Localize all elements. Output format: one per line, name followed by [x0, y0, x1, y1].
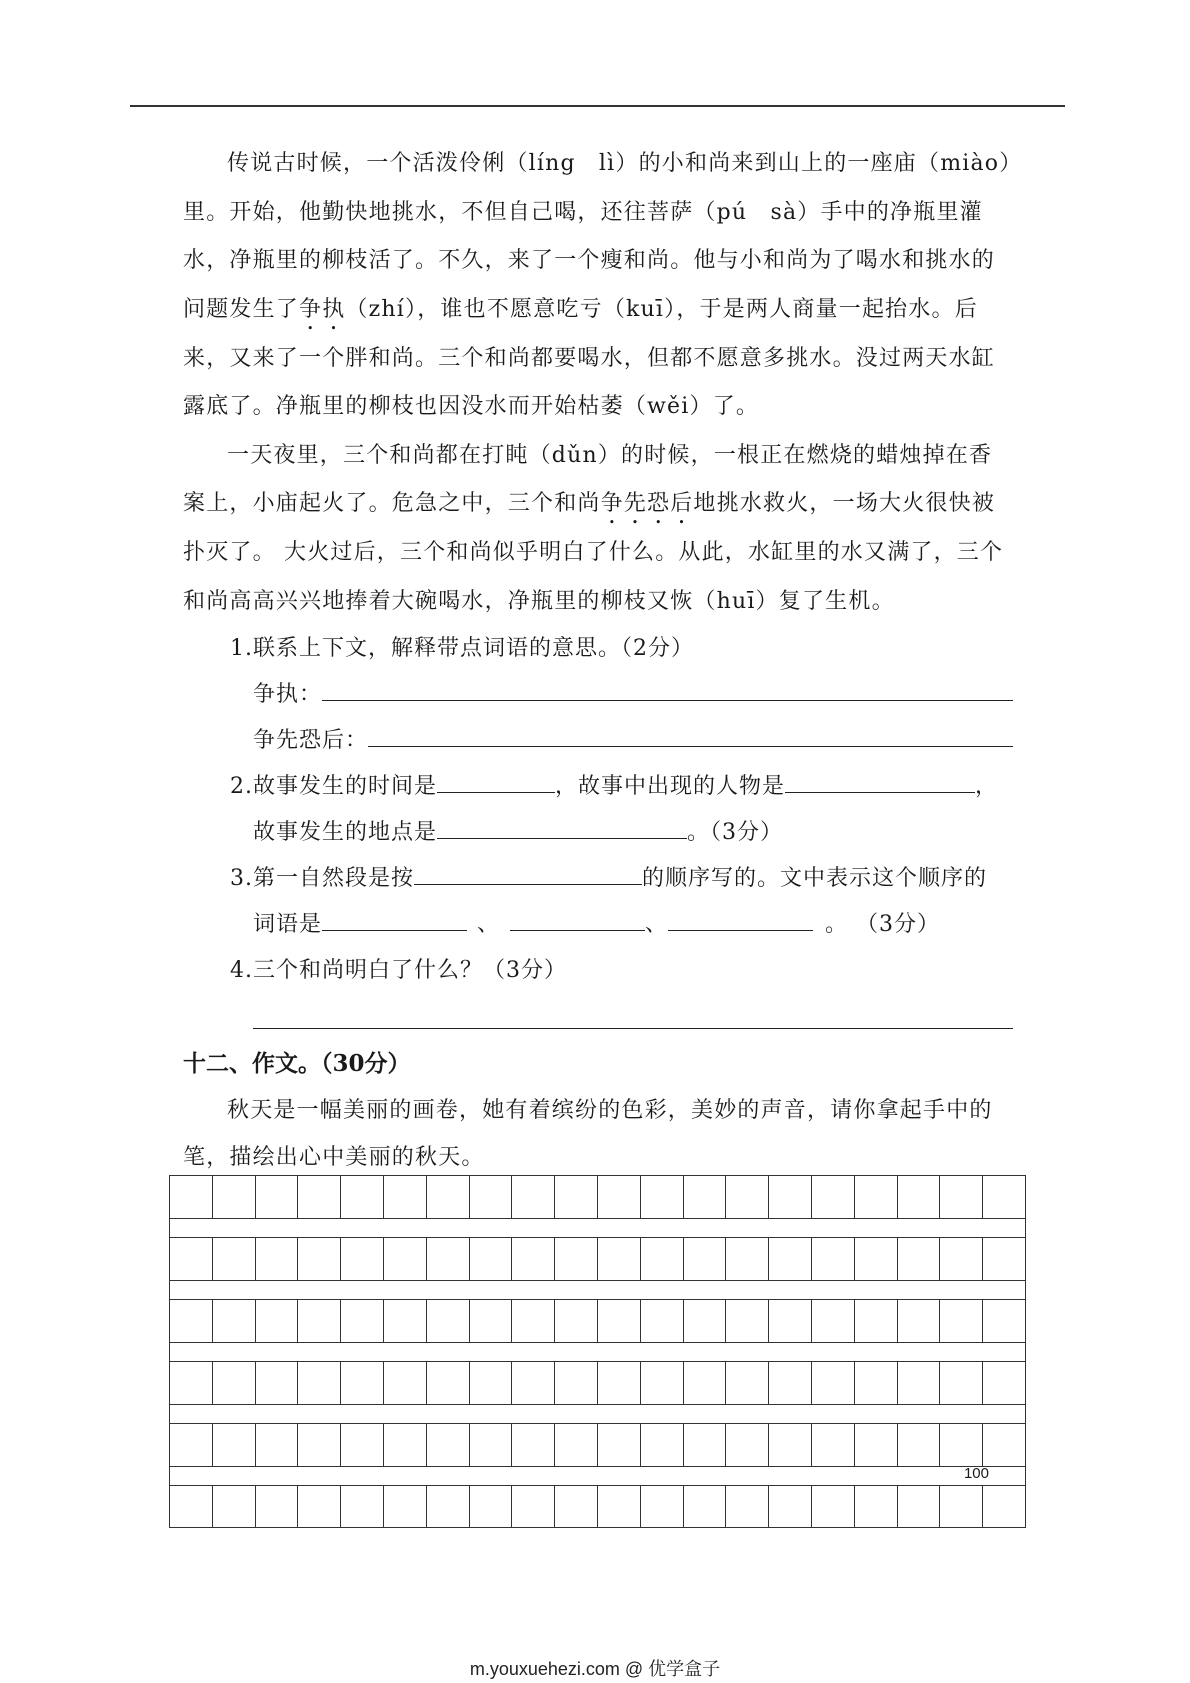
word-count-label: 100: [963, 1465, 989, 1482]
answer-blank-word-3[interactable]: [668, 910, 813, 931]
grid-cell[interactable]: [983, 1238, 1025, 1280]
question-2-text: 故事发生的地点是: [253, 820, 438, 845]
grid-cell[interactable]: [170, 1362, 213, 1404]
grid-cell[interactable]: [341, 1362, 384, 1404]
grid-cell[interactable]: [769, 1238, 812, 1280]
grid-cell[interactable]: [555, 1300, 598, 1342]
grid-cell[interactable]: [812, 1486, 855, 1527]
grid-cell[interactable]: [384, 1300, 427, 1342]
grid-cell[interactable]: [769, 1176, 812, 1218]
composition-grid[interactable]: [169, 1175, 1026, 1528]
grid-cell[interactable]: [940, 1424, 983, 1466]
grid-cell[interactable]: [256, 1486, 299, 1527]
grid-cell[interactable]: [384, 1238, 427, 1280]
question-2-text: ，故事中出现的人物是: [555, 774, 786, 799]
grid-cell[interactable]: [427, 1176, 470, 1218]
grid-cell[interactable]: [898, 1238, 941, 1280]
grid-cell[interactable]: [213, 1486, 256, 1527]
grid-cell[interactable]: [427, 1362, 470, 1404]
answer-blank-time[interactable]: [437, 772, 555, 793]
grid-cell[interactable]: [298, 1424, 341, 1466]
grid-row: [169, 1423, 1026, 1466]
question-1b: [183, 718, 1013, 764]
grid-cell[interactable]: [641, 1300, 684, 1342]
grid-cell[interactable]: [512, 1362, 555, 1404]
grid-cell[interactable]: [726, 1300, 769, 1342]
grid-cell[interactable]: [555, 1362, 598, 1404]
grid-cell[interactable]: [641, 1486, 684, 1527]
grid-row: [169, 1175, 1026, 1218]
grid-cell[interactable]: [470, 1300, 513, 1342]
grid-cell[interactable]: [812, 1176, 855, 1218]
answer-line-q4[interactable]: [253, 998, 1013, 1029]
grid-cell[interactable]: [256, 1300, 299, 1342]
grid-row: [169, 1237, 1026, 1280]
top-rule: [130, 105, 1065, 107]
grid-cell[interactable]: [983, 1362, 1025, 1404]
grid-cell[interactable]: [983, 1486, 1025, 1527]
grid-cell[interactable]: [598, 1176, 641, 1218]
grid-cell[interactable]: [512, 1176, 555, 1218]
question-3-text: 。 （3分）: [825, 912, 941, 937]
grid-cell[interactable]: [898, 1424, 941, 1466]
grid-cell[interactable]: [598, 1424, 641, 1466]
grid-cell[interactable]: [769, 1300, 812, 1342]
grid-cell[interactable]: [684, 1238, 727, 1280]
answer-blank-place[interactable]: [437, 818, 687, 839]
grid-cell[interactable]: [341, 1238, 384, 1280]
grid-cell[interactable]: [555, 1238, 598, 1280]
grid-cell[interactable]: [684, 1176, 727, 1218]
grid-cell[interactable]: [170, 1176, 213, 1218]
question-3-text: 、: [645, 912, 669, 937]
grid-cell[interactable]: [812, 1300, 855, 1342]
grid-cell[interactable]: [341, 1176, 384, 1218]
question-3: [183, 856, 1013, 902]
grid-cell[interactable]: [898, 1176, 941, 1218]
grid-cell[interactable]: [427, 1486, 470, 1527]
grid-cell[interactable]: [512, 1424, 555, 1466]
grid-cell[interactable]: [684, 1486, 727, 1527]
grid-cell[interactable]: [384, 1424, 427, 1466]
grid-cell[interactable]: [555, 1176, 598, 1218]
grid-cell[interactable]: [769, 1486, 812, 1527]
grid-cell[interactable]: [940, 1238, 983, 1280]
grid-row: [169, 1485, 1026, 1528]
question-3-text: 词语是: [253, 912, 323, 937]
grid-cell[interactable]: [855, 1486, 898, 1527]
grid-cell[interactable]: [940, 1300, 983, 1342]
grid-cell[interactable]: [641, 1176, 684, 1218]
grid-cell[interactable]: [256, 1176, 299, 1218]
grid-cell[interactable]: [983, 1176, 1025, 1218]
grid-cell[interactable]: [341, 1424, 384, 1466]
composition-prompt: 秋天是一幅美丽的画卷，她有着缤纷的色彩，美妙的声音，请你拿起手中的笔，描绘出心中美丽的秋天。: [183, 1098, 993, 1170]
grid-cell[interactable]: [598, 1486, 641, 1527]
grid-cell[interactable]: [256, 1362, 299, 1404]
grid-cell[interactable]: [384, 1486, 427, 1527]
question-2-text: 2.故事发生的时间是: [230, 774, 437, 799]
grid-cell[interactable]: [170, 1424, 213, 1466]
grid-cell[interactable]: [898, 1362, 941, 1404]
grid-cell[interactable]: [598, 1300, 641, 1342]
passage-text: 一天夜里，三个和尚都在打盹（dǔn）的时候，一根正在燃烧的蜡烛掉在香案上，小庙起火了。危急之中，三个和尚: [183, 442, 993, 516]
grid-cell[interactable]: [940, 1362, 983, 1404]
question-1a: [183, 672, 1013, 718]
grid-cell[interactable]: [855, 1362, 898, 1404]
grid-cell[interactable]: [726, 1176, 769, 1218]
question-2: [183, 764, 1013, 810]
grid-cell[interactable]: [384, 1362, 427, 1404]
grid-cell[interactable]: [298, 1486, 341, 1527]
grid-cell[interactable]: [555, 1486, 598, 1527]
passage-text: （zhí），谁也不愿意吃亏（kuī），于是两人商量一起抬水。后来，又来了一个胖和尚。三个和尚都要喝水，但都不愿意多挑水。没过两天水缸露底了。净瓶里的柳枝也因没水而开始枯萎（wěi）了。: [183, 296, 996, 419]
passage-paragraph-2: [183, 432, 1013, 627]
grid-gap: [169, 1466, 1026, 1485]
grid-cell[interactable]: [470, 1176, 513, 1218]
passage-text: 传说古时候，一个活泼伶俐（líng lì）的小和尚来到山上的一座庙（miào）里。开始，他勤快地挑水，不但自己喝，还往菩萨（pú sà）手中的净瓶里灌水，净瓶里的柳枝活了。不久，来了一个瘦和尚。他与小和尚为了喝水和挑水的问题发生了: [183, 151, 1012, 322]
grid-cell[interactable]: [812, 1424, 855, 1466]
grid-cell[interactable]: [341, 1300, 384, 1342]
grid-gap: [169, 1218, 1026, 1237]
grid-cell[interactable]: [769, 1362, 812, 1404]
grid-cell[interactable]: [726, 1238, 769, 1280]
answer-blank-zhengzhi[interactable]: [322, 672, 1013, 701]
grid-cell[interactable]: [298, 1238, 341, 1280]
answer-blank-zhengxiankonghou[interactable]: [368, 718, 1013, 747]
grid-gap: [169, 1342, 1026, 1361]
grid-gap: [169, 1280, 1026, 1299]
grid-cell[interactable]: [684, 1362, 727, 1404]
footer-watermark: m.youxuehezi.com @ 优学盒子: [469, 1659, 721, 1679]
dotted-word-zhengzhi: 争执: [299, 296, 346, 322]
grid-cell[interactable]: [427, 1238, 470, 1280]
question-3-line2: [183, 902, 1013, 948]
grid-cell[interactable]: [470, 1424, 513, 1466]
grid-cell[interactable]: [512, 1486, 555, 1527]
grid-cell[interactable]: [898, 1300, 941, 1342]
grid-cell[interactable]: [213, 1176, 256, 1218]
passage-text: 地挑水救火，一场大火很快被扑灭了。 大火过后，三个和尚似乎明白了什么。从此，水缸里的水又满了，三个和尚高高兴兴地捧着大碗喝水，净瓶里的柳枝又恢（huī）复了生机。: [183, 491, 1004, 614]
grid-cell[interactable]: [170, 1238, 213, 1280]
grid-cell[interactable]: [684, 1424, 727, 1466]
grid-cell[interactable]: [812, 1238, 855, 1280]
grid-cell[interactable]: [641, 1424, 684, 1466]
worksheet-content: [183, 140, 1013, 1181]
grid-cell[interactable]: [855, 1424, 898, 1466]
grid-cell[interactable]: [769, 1424, 812, 1466]
grid-cell[interactable]: [341, 1486, 384, 1527]
grid-cell[interactable]: [213, 1424, 256, 1466]
grid-cell[interactable]: [855, 1300, 898, 1342]
answer-blank-word-1[interactable]: [322, 910, 467, 931]
question-2-line2: [183, 810, 1013, 856]
grid-cell[interactable]: [170, 1486, 213, 1527]
question-1a-label: 争执：: [253, 682, 323, 707]
composition-title: 十二、作文。（30分）: [183, 1050, 411, 1077]
grid-cell[interactable]: [855, 1176, 898, 1218]
grid-cell[interactable]: [213, 1238, 256, 1280]
grid-cell[interactable]: [470, 1238, 513, 1280]
grid-cell[interactable]: [213, 1362, 256, 1404]
grid-cell[interactable]: [470, 1486, 513, 1527]
grid-row: [169, 1361, 1026, 1404]
grid-cell[interactable]: [256, 1238, 299, 1280]
grid-cell[interactable]: [170, 1300, 213, 1342]
question-3-text: 3.第一自然段是按: [230, 866, 414, 891]
grid-cell[interactable]: [940, 1486, 983, 1527]
grid-cell[interactable]: [427, 1424, 470, 1466]
grid-cell[interactable]: [684, 1300, 727, 1342]
question-1: 1.联系上下文，解释带点词语的意思。（2分）: [230, 636, 694, 661]
grid-cell[interactable]: [298, 1362, 341, 1404]
grid-cell[interactable]: [470, 1362, 513, 1404]
grid-cell[interactable]: [641, 1362, 684, 1404]
question-4: 4.三个和尚明白了什么？（3分）: [230, 958, 567, 983]
grid-cell[interactable]: [812, 1362, 855, 1404]
question-2-text: ，: [975, 774, 999, 799]
grid-cell[interactable]: [298, 1176, 341, 1218]
grid-cell[interactable]: [983, 1424, 1025, 1466]
grid-cell[interactable]: [512, 1300, 555, 1342]
grid-cell[interactable]: [598, 1238, 641, 1280]
grid-cell[interactable]: [940, 1176, 983, 1218]
grid-cell[interactable]: [384, 1176, 427, 1218]
grid-gap: [169, 1404, 1026, 1423]
grid-cell[interactable]: [427, 1300, 470, 1342]
question-3-text: 的顺序写的。文中表示这个顺序的: [642, 866, 988, 891]
answer-blank-order[interactable]: [414, 864, 642, 885]
grid-cell[interactable]: [898, 1486, 941, 1527]
question-1b-label: 争先恐后：: [253, 728, 369, 753]
grid-cell[interactable]: [512, 1238, 555, 1280]
passage-paragraph-1: [183, 140, 1013, 432]
grid-cell[interactable]: [726, 1362, 769, 1404]
grid-cell[interactable]: [598, 1362, 641, 1404]
grid-cell[interactable]: [256, 1424, 299, 1466]
grid-cell[interactable]: [641, 1238, 684, 1280]
grid-cell[interactable]: [983, 1300, 1025, 1342]
grid-cell[interactable]: [298, 1300, 341, 1342]
grid-cell[interactable]: [726, 1486, 769, 1527]
answer-blank-characters[interactable]: [785, 772, 975, 793]
grid-cell[interactable]: [213, 1300, 256, 1342]
dotted-word-zhengxiankonghou: 争先恐后: [600, 491, 694, 516]
grid-cell[interactable]: [726, 1424, 769, 1466]
question-2-text: 。（3分）: [687, 820, 784, 845]
grid-cell[interactable]: [855, 1238, 898, 1280]
answer-blank-word-2[interactable]: [510, 910, 645, 931]
question-3-text: 、: [477, 912, 501, 937]
grid-row: [169, 1299, 1026, 1342]
grid-cell[interactable]: [555, 1424, 598, 1466]
